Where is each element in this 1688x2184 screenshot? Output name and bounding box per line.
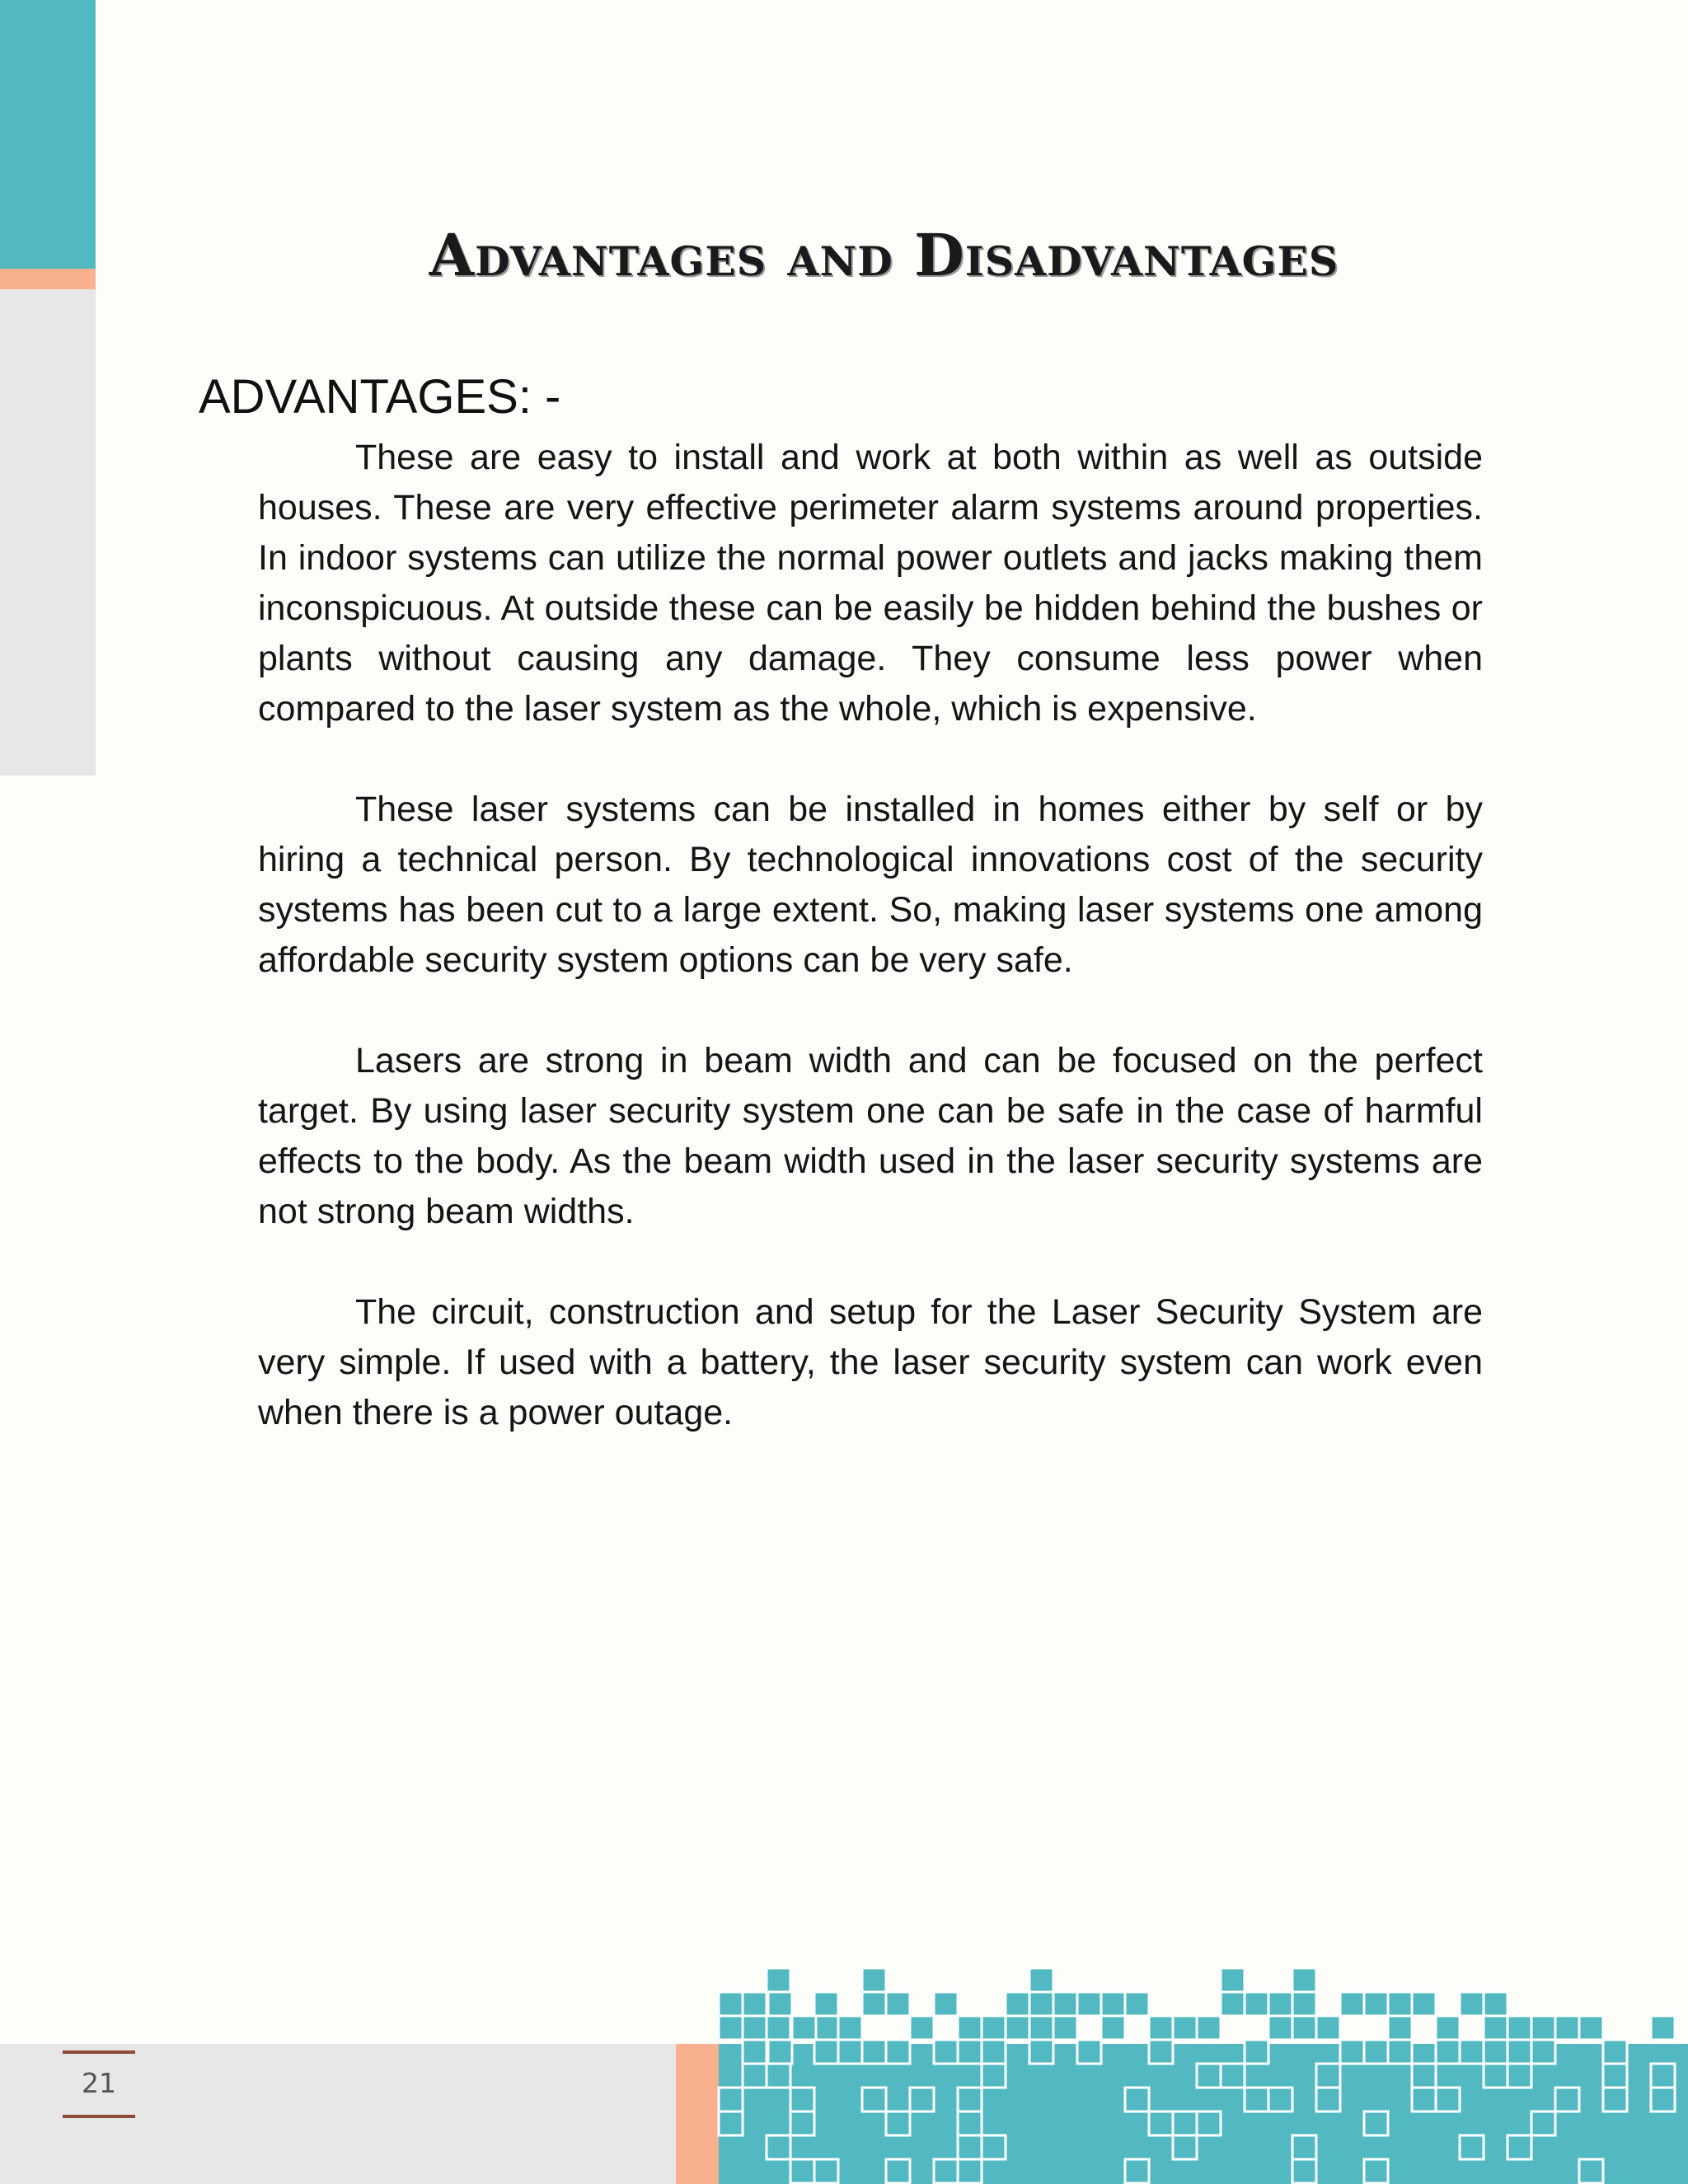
pixel-tile	[934, 1992, 958, 2016]
pixel-tile	[790, 2111, 814, 2135]
pixel-tile	[1555, 2088, 1579, 2111]
page-title: Advantages and Disadvantages	[429, 221, 1339, 289]
pixel-tile	[862, 2040, 886, 2064]
pixel-tile	[719, 2016, 743, 2040]
pixel-tile	[1507, 2064, 1531, 2088]
pixel-tile	[719, 2088, 743, 2111]
pixel-tile	[1125, 2159, 1149, 2183]
pixel-tile	[982, 2135, 1006, 2159]
pixel-tile	[1125, 2088, 1149, 2111]
pixel-tile	[792, 2016, 816, 2040]
pixel-tile	[862, 1968, 886, 1992]
pixel-tile	[1484, 2016, 1507, 2040]
pixel-tile	[1507, 2040, 1531, 2064]
pixel-tile	[719, 2111, 743, 2135]
pixel-tile	[1268, 2088, 1292, 2111]
pixel-tile	[1221, 1992, 1245, 2016]
pixel-tile	[1651, 2016, 1675, 2040]
pixel-tile	[1531, 2111, 1555, 2135]
pixel-tile	[768, 1992, 792, 2016]
pixel-tile	[1245, 2088, 1268, 2111]
pixel-tile	[934, 2159, 958, 2183]
pixel-tile	[767, 2064, 790, 2088]
pixel-tile	[743, 1992, 767, 2016]
pixel-tile	[1484, 1992, 1507, 2016]
pixel-tile	[1173, 2016, 1197, 2040]
paragraph-1: These are easy to install and work at both within as well as outside houses. These are very effective perimeter alarm systems around properties. In indoor systems can utilize the normal power outlets and jacks making them inconspicuous. At outside these can be easily be hidden behind the bushes or plants without causing any damage. They consume less power when compared to the laser system as the whole, which is expensive.	[258, 438, 1483, 729]
paragraph-2: These laser systems can be installed in homes either by self or by hiring a technical person. By technological innovations cost of the security systems has been cut to a large extent. So, making laser systems one among affordable security system options can be very safe.	[258, 790, 1483, 980]
pixel-tile	[958, 2159, 982, 2183]
pixel-tile	[1149, 2016, 1173, 2040]
pixel-tile	[1292, 1968, 1316, 1992]
pixel-tile	[1340, 2040, 1364, 2064]
pixel-tile	[1484, 2040, 1507, 2064]
pixel-tile	[1077, 2040, 1101, 2064]
pixel-tile	[1603, 2088, 1627, 2111]
pixel-tile	[1197, 2016, 1221, 2040]
pixel-tile	[838, 2016, 862, 2040]
pixel-tile	[1364, 2159, 1388, 2183]
pixel-tile	[1412, 1992, 1436, 2016]
pixel-tile	[1029, 1968, 1053, 1992]
pixel-tile	[1364, 2111, 1388, 2135]
pixel-tile	[1364, 2040, 1388, 2064]
pixel-tile	[1460, 1992, 1484, 2016]
pixel-tile	[1268, 1992, 1292, 2016]
pixel-tile	[814, 2016, 838, 2040]
pixel-tile	[1029, 2040, 1053, 2064]
pixel-tile	[1268, 2016, 1292, 2040]
pixel-tile	[814, 2159, 838, 2183]
pixel-tile	[910, 2088, 934, 2111]
pixel-tile	[1221, 2064, 1245, 2088]
pixel-tile	[1460, 2040, 1484, 2064]
pixel-tile	[1197, 2064, 1221, 2088]
pixel-tile	[1221, 1968, 1245, 1992]
pixel-tile	[790, 2159, 814, 2183]
pixel-tile	[1292, 2135, 1316, 2159]
pixel-tile	[958, 2088, 982, 2111]
pixel-tile	[1460, 2135, 1484, 2159]
pixel-tile	[1077, 1992, 1101, 2016]
pixel-tile	[767, 2135, 790, 2159]
pixel-tile	[1316, 2016, 1340, 2040]
pixel-tile	[1603, 2040, 1627, 2064]
pixel-tile	[934, 2040, 958, 2064]
pixel-tile	[1507, 2016, 1531, 2040]
pixel-tile	[1388, 2016, 1412, 2040]
pixel-tile	[1197, 2111, 1221, 2135]
pixel-tile	[768, 2040, 792, 2064]
pixel-tile	[1101, 2016, 1125, 2040]
pixel-tile	[1245, 2040, 1268, 2064]
pixel-tile	[1651, 2088, 1675, 2111]
pixel-tile	[958, 2111, 982, 2135]
pixel-tile	[1603, 2064, 1627, 2088]
pixel-tile	[862, 2088, 886, 2111]
pixel-tile	[1029, 1992, 1053, 2016]
pixel-tile	[862, 1992, 886, 2016]
pixel-tile	[1388, 2040, 1412, 2064]
pixel-tile	[743, 2016, 767, 2040]
section-heading-advantages: ADVANTAGES: -	[199, 370, 561, 424]
pixel-tile	[1436, 2016, 1460, 2040]
pixel-tile	[1053, 1992, 1077, 2016]
pixel-tile	[814, 1992, 838, 2016]
pixel-tile	[814, 2040, 838, 2064]
pixel-tile	[1555, 2016, 1579, 2040]
pixel-tile	[1651, 2064, 1675, 2088]
pixel-tile	[1149, 2111, 1173, 2135]
pixel-tile	[958, 2016, 982, 2040]
page-number: 21	[82, 2067, 116, 2099]
page-number-rule-bottom	[63, 2115, 135, 2118]
pixel-tile	[1579, 2016, 1603, 2040]
pixel-tile	[767, 2016, 790, 2040]
pixel-tile	[1125, 1992, 1149, 2016]
pixel-tile	[743, 2040, 767, 2064]
pixel-tile	[982, 2016, 1006, 2040]
pixel-tile	[1173, 2135, 1197, 2159]
page-number-rule-top	[63, 2050, 135, 2054]
pixel-tile	[1388, 1992, 1412, 2016]
pixel-tile	[886, 1992, 910, 2016]
pixel-tile	[1006, 2016, 1029, 2040]
pixel-tile	[1316, 2088, 1340, 2111]
pixel-tile	[982, 2040, 1006, 2064]
pixel-tile	[743, 2064, 767, 2088]
pixel-tile	[886, 2040, 910, 2064]
pixel-tile	[1531, 2016, 1555, 2040]
pixel-tile	[1292, 2016, 1316, 2040]
pixel-tile	[886, 2159, 910, 2183]
pixel-tile	[1579, 2159, 1603, 2183]
page-number-box	[63, 2050, 135, 2118]
pixel-tile	[1173, 2111, 1197, 2135]
pixel-tile	[1101, 1992, 1125, 2016]
pixel-tile	[1436, 2088, 1460, 2111]
pixel-tile	[910, 2016, 934, 2040]
pixel-tile	[1245, 1992, 1268, 2016]
pixel-tile	[1412, 2088, 1436, 2111]
paragraph-4: The circuit, construction and setup for the Laser Security System are very simple. If used with a battery, the laser security system can work even when there is a power outage.	[258, 1292, 1483, 1432]
pixel-tile	[1364, 1992, 1388, 2016]
pixel-tile	[1531, 2040, 1555, 2064]
pixel-tile	[1029, 2016, 1053, 2040]
pixel-tile	[1006, 1992, 1029, 2016]
pixel-tile	[958, 2040, 982, 2064]
pixel-tile	[886, 2111, 910, 2135]
pixel-tile	[958, 2135, 982, 2159]
pixel-tile	[1436, 2040, 1460, 2064]
pixel-tile	[1484, 2064, 1507, 2088]
pixel-tile	[1292, 1992, 1316, 2016]
pixel-tile	[1507, 2135, 1531, 2159]
pixel-tile	[1316, 2064, 1340, 2088]
pixel-tile	[719, 1992, 743, 2016]
pixel-tile	[767, 1968, 790, 1992]
pixel-tile	[1053, 2016, 1077, 2040]
pixel-tile	[1292, 2159, 1316, 2183]
paragraph-3: Lasers are strong in beam width and can be focused on the perfect target. By using laser security system one can be safe in the case of harmful effects to the body. As the beam width used in the laser security systems are not strong beam widths.	[258, 1041, 1483, 1231]
pixel-tile	[1412, 2064, 1436, 2088]
pixel-tile	[982, 2064, 1006, 2088]
pixel-tile	[838, 2040, 862, 2064]
pixel-tile	[790, 2088, 814, 2111]
pixel-tile	[1149, 2040, 1173, 2064]
pixel-tile	[1340, 1992, 1364, 2016]
